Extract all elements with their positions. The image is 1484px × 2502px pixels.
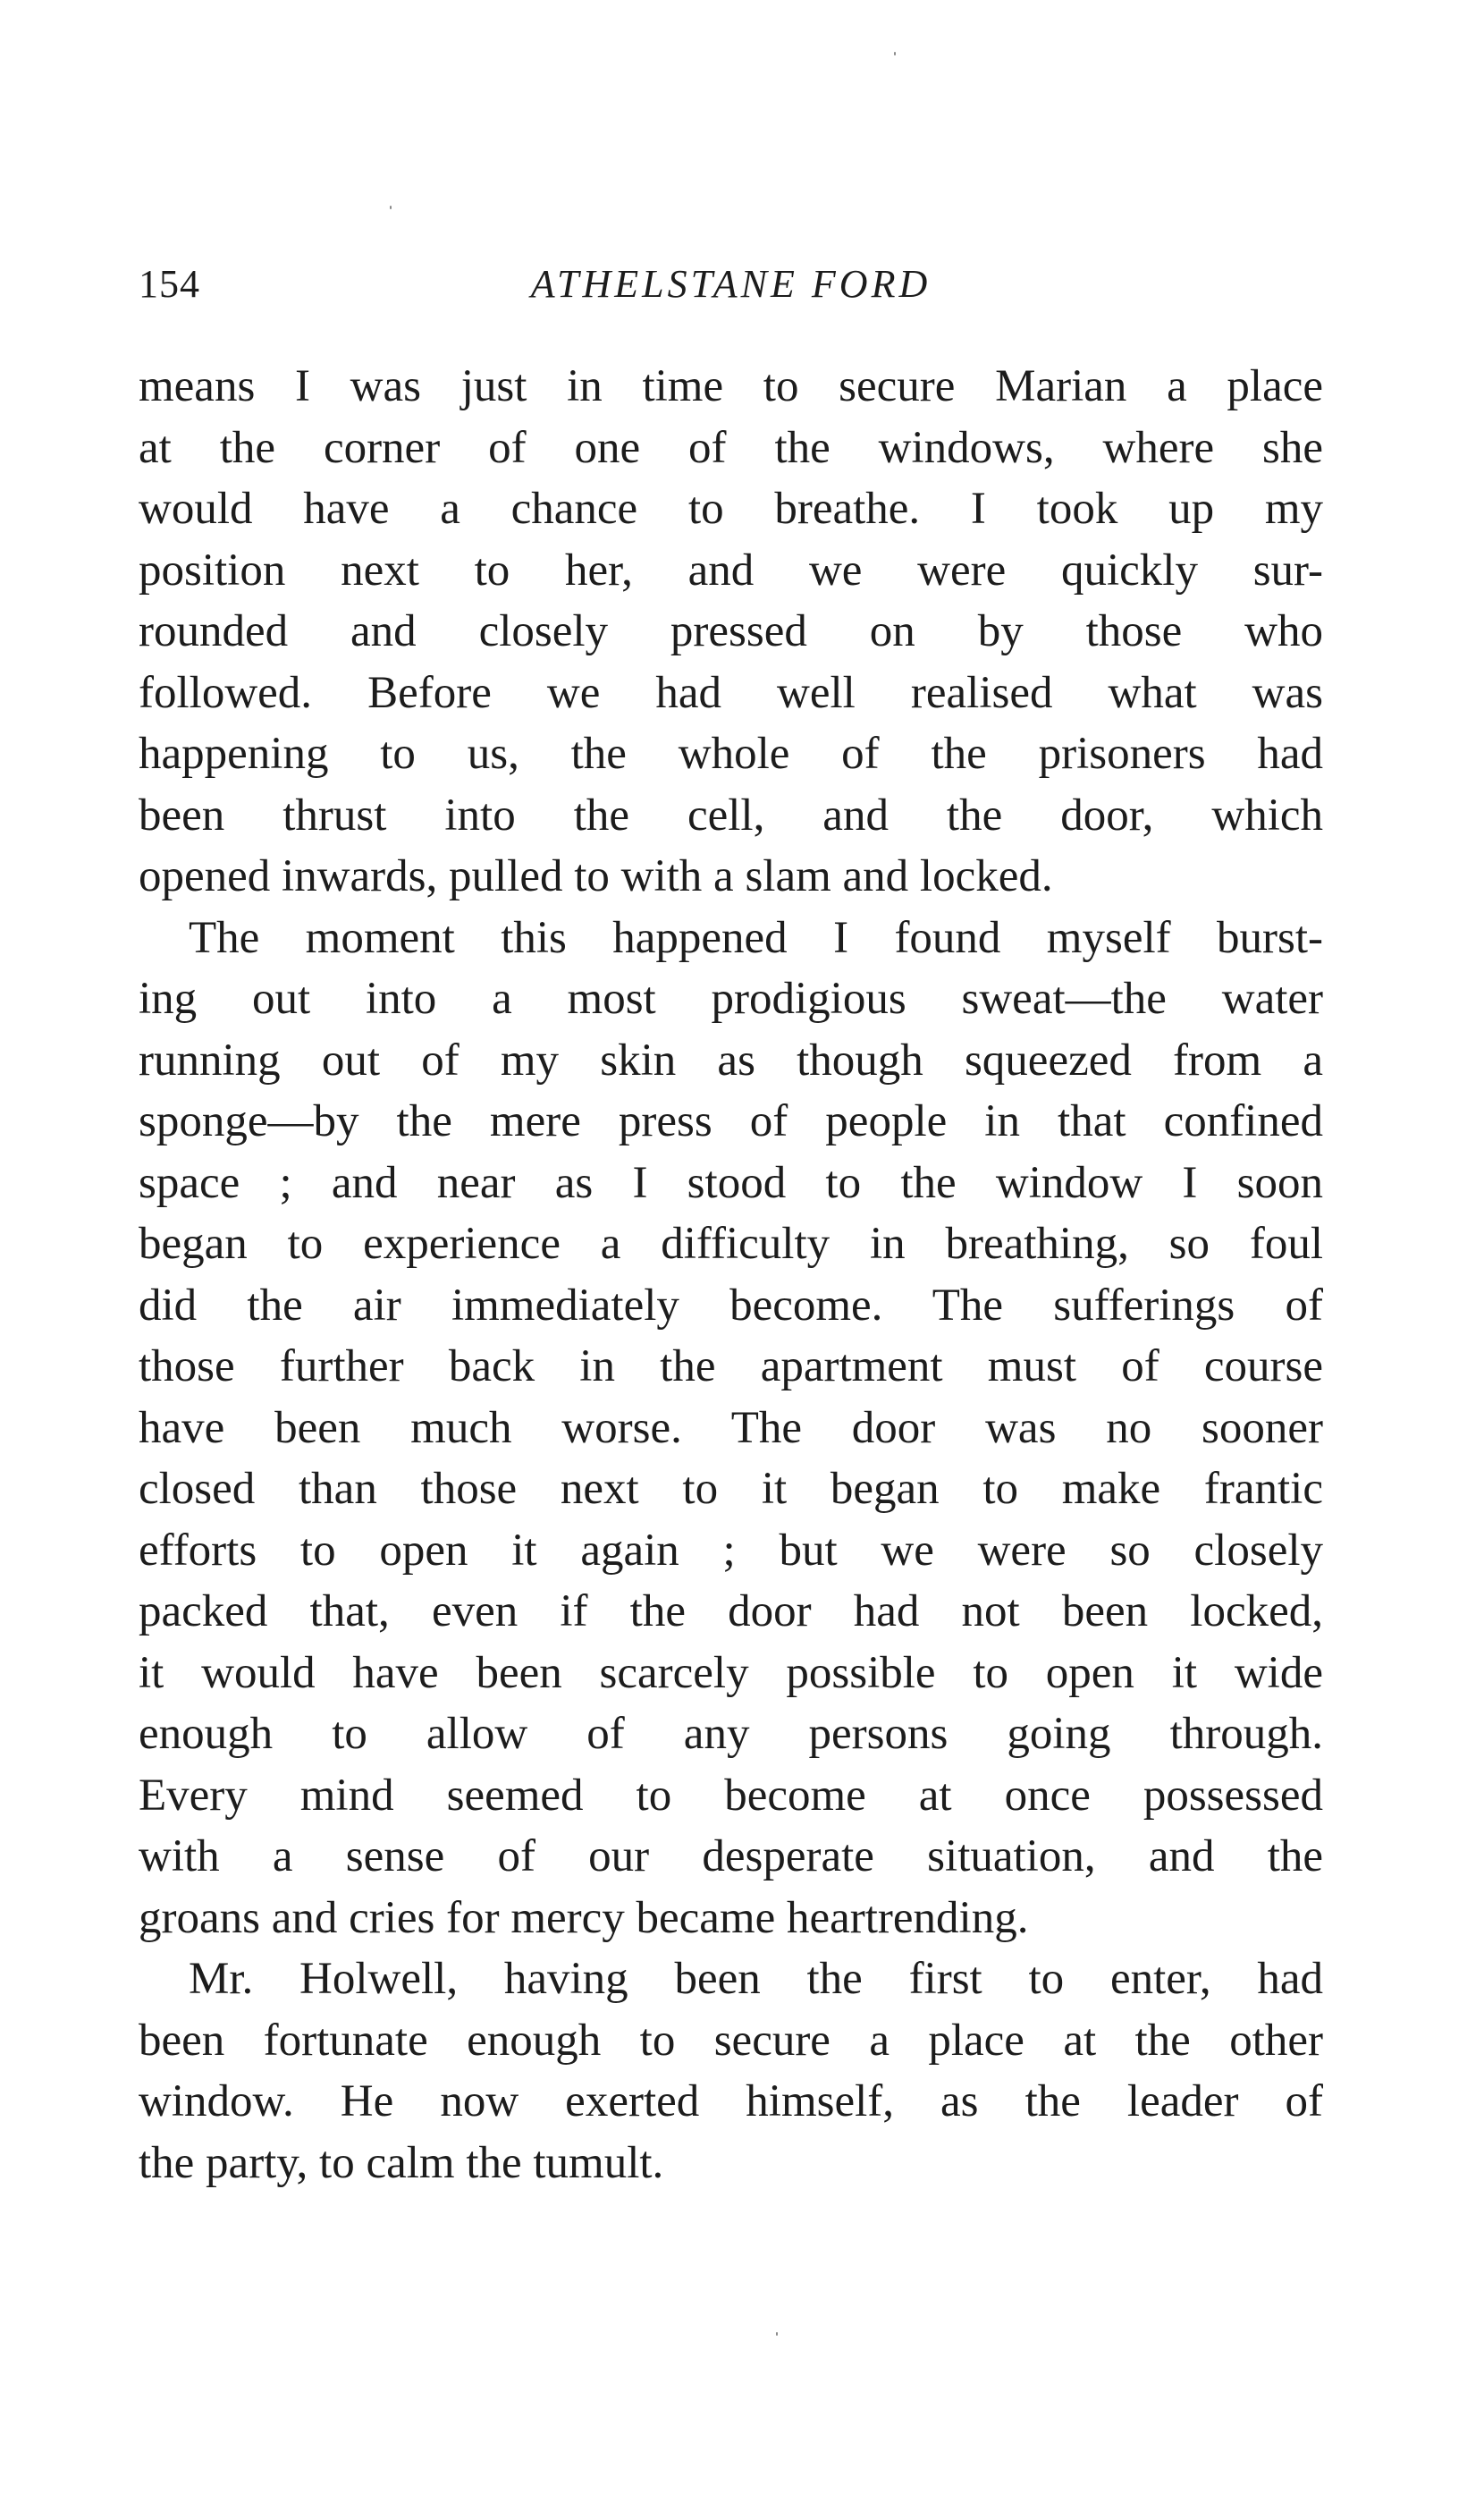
paper-speck [390,206,392,209]
text-line: enough to allow of any persons going through. [139,1709,1323,1759]
text-line: Every mind seemed to become at once possessed [139,1770,1323,1821]
text-line: with a sense of our desperate situation, and the [139,1831,1323,1881]
page-number: 154 [139,262,200,306]
text-line: window. He now exerted himself, as the leader of [139,2076,1323,2126]
paragraph-3 [139,1948,1323,2193]
text-line: began to experience a difficulty in breathing, so foul [139,1219,1323,1269]
text-line: sponge—by the mere press of people in that confined [139,1096,1323,1146]
text-line: at the corner of one of the windows, where she [139,422,1323,473]
text-line: rounded and closely pressed on by those who [139,606,1323,656]
paragraph-2 [139,908,1323,1949]
text-line: packed that, even if the door had not been locked, [139,1586,1323,1636]
running-title: ATHELSTANE FORD [530,262,932,306]
text-line: have been much worse. The door was no sooner [139,1402,1323,1453]
text-line: running out of my skin as though squeezed from a [139,1035,1323,1086]
text-line: ing out into a most prodigious sweat—the water [139,974,1323,1024]
paper-speck [894,52,896,55]
text-line: would have a chance to breathe. I took up my [139,484,1323,534]
text-line: The moment this happened I found myself burst- [189,912,1323,963]
body-text [139,356,1323,2193]
text-line: been thrust into the cell, and the door, which [139,790,1323,841]
page-header [139,258,1323,311]
text-line: been fortunate enough to secure a place at the other [139,2015,1323,2066]
text-line: position next to her, and we were quickly sur- [139,545,1323,596]
text-line: means I was just in time to secure Marian a place [139,361,1323,411]
text-line: efforts to open it again ; but we were so closely [139,1525,1323,1576]
text-line: opened inwards, pulled to with a slam and locked. [139,851,1053,901]
text-line: did the air immediately become. The sufferings of [139,1280,1323,1331]
paragraph-1 [139,356,1323,908]
text-line: followed. Before we had well realised what was [139,667,1323,718]
text-line: it would have been scarcely possible to open it wide [139,1647,1323,1698]
text-line: the party, to calm the tumult. [139,2137,664,2188]
text-line: groans and cries for mercy became heartrending. [139,1892,1029,1943]
text-line: Mr. Holwell, having been the first to enter, had [189,1954,1323,2004]
text-line: happening to us, the whole of the prisoners had [139,729,1323,779]
text-line: space ; and near as I stood to the window I soon [139,1157,1323,1208]
text-line: those further back in the apartment must of course [139,1341,1323,1391]
paper-speck [776,2332,778,2336]
text-line: closed than those next to it began to make frantic [139,1464,1323,1514]
